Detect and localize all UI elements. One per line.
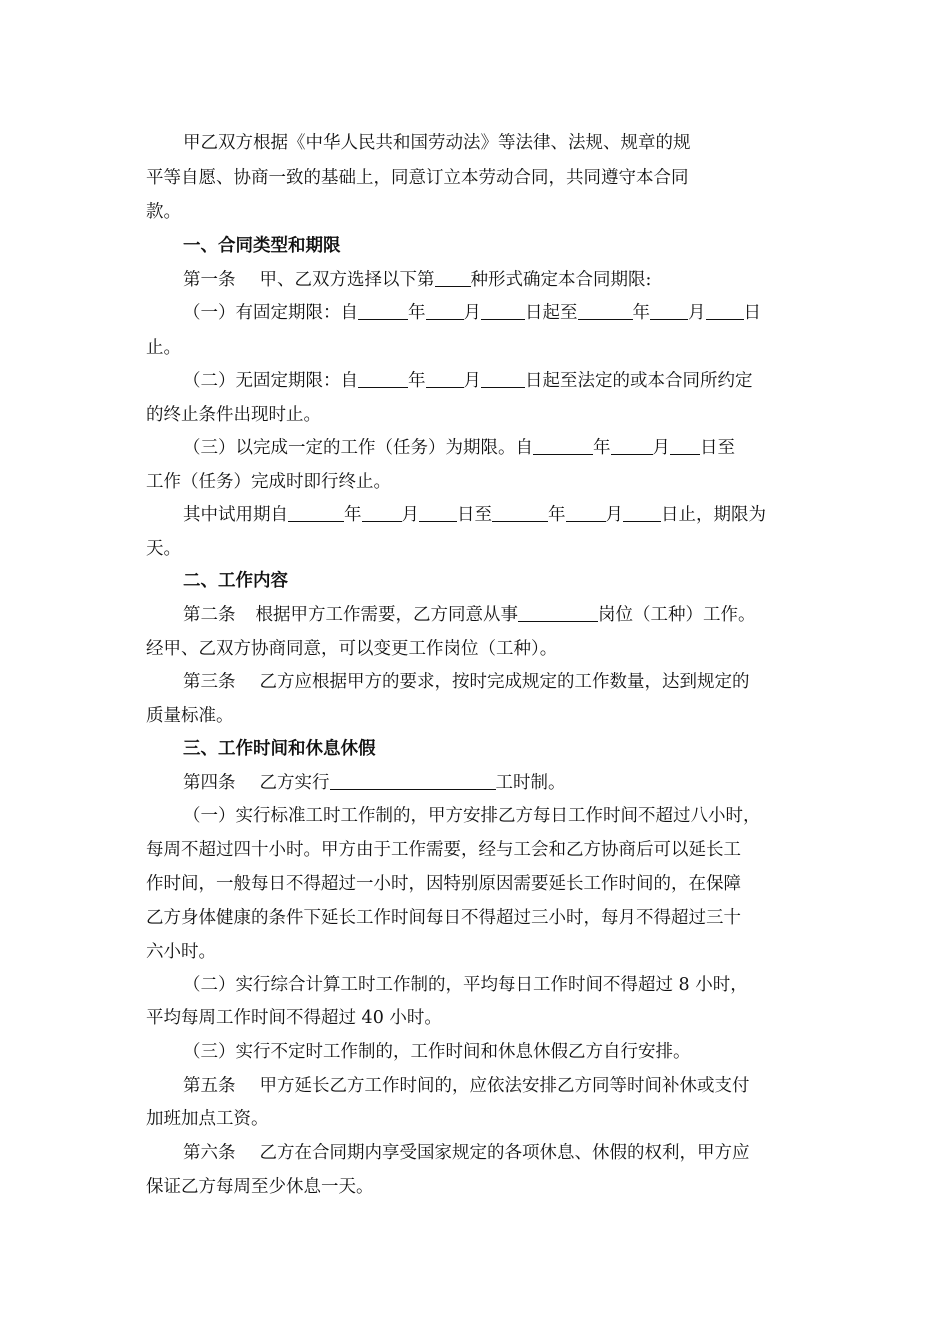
article-4-number: 第四条 bbox=[183, 773, 236, 793]
article-6-line-2 bbox=[146, 1175, 806, 1199]
article-2-line-2 bbox=[146, 637, 806, 661]
option-2-label: （二）无固定期限：自 bbox=[183, 371, 358, 391]
article-3-line-1 bbox=[183, 670, 806, 694]
trial-period-duration: 日止，期限为 bbox=[661, 505, 766, 525]
option-3-line-2 bbox=[146, 470, 806, 494]
option-1-line-2 bbox=[146, 336, 806, 360]
clause-2-line-1 bbox=[183, 973, 806, 997]
section-1-heading-text: 一、合同类型和期限 bbox=[183, 236, 341, 256]
section-2-heading-text: 二、工作内容 bbox=[183, 571, 288, 591]
start-month-blank[interactable] bbox=[426, 302, 464, 320]
clause-1-text: （一）实行标准工时工作制的，甲方安排乙方每日工作时间不超过八小时， bbox=[183, 806, 761, 826]
option-1-line-1 bbox=[183, 301, 806, 325]
trial-end-month-blank[interactable] bbox=[566, 504, 606, 522]
month-label: 月 bbox=[688, 303, 706, 323]
start-day-blank[interactable] bbox=[670, 437, 700, 455]
article-2-text-end: 岗位（工种）工作。 bbox=[598, 605, 756, 625]
clause-2-text: 平均每周工作时间不得超过 40 小时。 bbox=[146, 1008, 442, 1028]
trial-period-line-1 bbox=[183, 503, 806, 527]
option-3-line-1 bbox=[183, 436, 806, 460]
article-6-text: 乙方在合同期内享受国家规定的各项休息、休假的权利，甲方应 bbox=[259, 1143, 750, 1163]
start-day-blank[interactable] bbox=[481, 370, 525, 388]
article-2-continuation: 经甲、乙双方协商同意，可以变更工作岗位（工种）。 bbox=[146, 639, 558, 659]
clause-1-line-3 bbox=[146, 872, 806, 896]
clause-1-line-2 bbox=[146, 838, 806, 862]
intro-text-2: 平等自愿、协商一致的基础上，同意订立本劳动合同，共同遵守本合同 bbox=[146, 168, 689, 188]
article-3-continuation: 质量标准。 bbox=[146, 706, 234, 726]
trial-period-label: 其中试用期自 bbox=[183, 505, 288, 525]
start-month-blank[interactable] bbox=[426, 370, 464, 388]
year-label: 年 bbox=[408, 371, 426, 391]
month-label: 月 bbox=[463, 303, 481, 323]
year-label: 年 bbox=[632, 303, 650, 323]
clause-1-text: 作时间，一般每日不得超过一小时，因特别原因需要延长工作时间的，在保障 bbox=[146, 874, 741, 894]
start-month-blank[interactable] bbox=[611, 437, 653, 455]
clause-1-text: 每周不超过四十小时。甲方由于工作需要，经与工会和乙方协商后可以延长工 bbox=[146, 840, 741, 860]
month-label: 月 bbox=[463, 371, 481, 391]
option-3-until: 日至 bbox=[700, 438, 735, 458]
trial-start-day-blank[interactable] bbox=[419, 504, 457, 522]
intro-line-1 bbox=[183, 131, 806, 155]
clause-1-text: 六小时。 bbox=[146, 942, 216, 962]
clause-3-line-1 bbox=[183, 1040, 806, 1064]
option-2-line-1 bbox=[183, 369, 806, 393]
article-5-line-2 bbox=[146, 1107, 806, 1131]
intro-line-2 bbox=[146, 166, 806, 190]
end-year-blank[interactable] bbox=[578, 302, 633, 320]
option-1-until: 日起至 bbox=[525, 303, 578, 323]
option-1-end: 止。 bbox=[146, 338, 181, 358]
article-5-line-1 bbox=[183, 1074, 806, 1098]
clause-2-line-2 bbox=[146, 1006, 806, 1030]
article-6-line-1 bbox=[183, 1141, 806, 1165]
article-4 bbox=[183, 771, 806, 795]
option-3-end: 工作（任务）完成时即行终止。 bbox=[146, 472, 391, 492]
clause-3-text: （三）实行不定时工作制的，工作时间和休息休假乙方自行安排。 bbox=[183, 1042, 691, 1062]
section-1-heading bbox=[183, 234, 806, 258]
option-2-line-2 bbox=[146, 403, 806, 427]
trial-days-label: 天。 bbox=[146, 539, 181, 559]
intro-text-1: 甲乙双方根据《中华人民共和国劳动法》等法律、法规、规章的规 bbox=[183, 133, 691, 153]
clause-1-line-5 bbox=[146, 940, 806, 964]
intro-text-3: 款。 bbox=[146, 202, 181, 222]
trial-until: 日至 bbox=[457, 505, 492, 525]
option-1-label: （一）有固定期限：自 bbox=[183, 303, 358, 323]
working-hours-system-blank[interactable] bbox=[330, 772, 496, 790]
clause-1-text: 乙方身体健康的条件下延长工作时间每日不得超过三小时，每月不得超过三十 bbox=[146, 908, 741, 928]
year-label: 年 bbox=[593, 438, 611, 458]
form-choice-blank[interactable] bbox=[435, 269, 471, 287]
article-5-number: 第五条 bbox=[183, 1076, 236, 1096]
article-2-number: 第二条 bbox=[183, 605, 236, 625]
year-label: 年 bbox=[344, 505, 362, 525]
option-2-text: 日起至法定的或本合同所约定 bbox=[525, 371, 753, 391]
trial-start-month-blank[interactable] bbox=[362, 504, 402, 522]
start-year-blank[interactable] bbox=[358, 302, 408, 320]
year-label: 年 bbox=[408, 303, 426, 323]
option-2-end: 的终止条件出现时止。 bbox=[146, 405, 321, 425]
trial-period-line-2 bbox=[146, 537, 806, 561]
clause-1-line-1 bbox=[183, 804, 806, 828]
section-3-heading bbox=[183, 737, 806, 761]
article-3-number: 第三条 bbox=[183, 672, 236, 692]
month-label: 月 bbox=[401, 505, 419, 525]
clause-2-text: （二）实行综合计算工时工作制的，平均每日工作时间不得超过 8 小时， bbox=[183, 975, 748, 995]
article-6-number: 第六条 bbox=[183, 1143, 236, 1163]
option-3-label: （三）以完成一定的工作（任务）为期限。自 bbox=[183, 438, 533, 458]
article-3-text: 乙方应根据甲方的要求，按时完成规定的工作数量，达到规定的 bbox=[259, 672, 750, 692]
year-label: 年 bbox=[548, 505, 566, 525]
article-1-number: 第一条 bbox=[183, 270, 236, 290]
intro-line-3 bbox=[146, 200, 806, 224]
day-label: 日 bbox=[743, 303, 761, 323]
article-1 bbox=[183, 268, 806, 292]
trial-start-year-blank[interactable] bbox=[288, 504, 344, 522]
article-2-line-1 bbox=[183, 603, 806, 627]
month-label: 月 bbox=[652, 438, 670, 458]
article-4-text-end: 工时制。 bbox=[495, 773, 566, 793]
article-4-text: 乙方实行 bbox=[259, 773, 330, 793]
month-label: 月 bbox=[605, 505, 623, 525]
end-day-blank[interactable] bbox=[706, 302, 744, 320]
clause-1-line-4 bbox=[146, 906, 806, 930]
trial-end-year-blank[interactable] bbox=[492, 504, 548, 522]
article-3-line-2 bbox=[146, 704, 806, 728]
article-6-continuation: 保证乙方每周至少休息一天。 bbox=[146, 1177, 374, 1197]
article-5-continuation: 加班加点工资。 bbox=[146, 1109, 269, 1129]
start-year-blank[interactable] bbox=[358, 370, 408, 388]
end-month-blank[interactable] bbox=[650, 302, 688, 320]
trial-end-day-blank[interactable] bbox=[623, 504, 661, 522]
start-day-blank[interactable] bbox=[481, 302, 525, 320]
position-blank[interactable] bbox=[518, 604, 598, 622]
start-year-blank[interactable] bbox=[533, 437, 593, 455]
section-2-heading bbox=[183, 569, 806, 593]
article-1-text: 甲、乙双方选择以下第 bbox=[259, 270, 435, 290]
article-1-text-end: 种形式确定本合同期限: bbox=[470, 270, 652, 290]
article-5-text: 甲方延长乙方工作时间的，应依法安排乙方同等时间补休或支付 bbox=[259, 1076, 750, 1096]
article-2-text: 根据甲方工作需要，乙方同意从事 bbox=[255, 605, 518, 625]
section-3-heading-text: 三、工作时间和休息休假 bbox=[183, 739, 376, 759]
